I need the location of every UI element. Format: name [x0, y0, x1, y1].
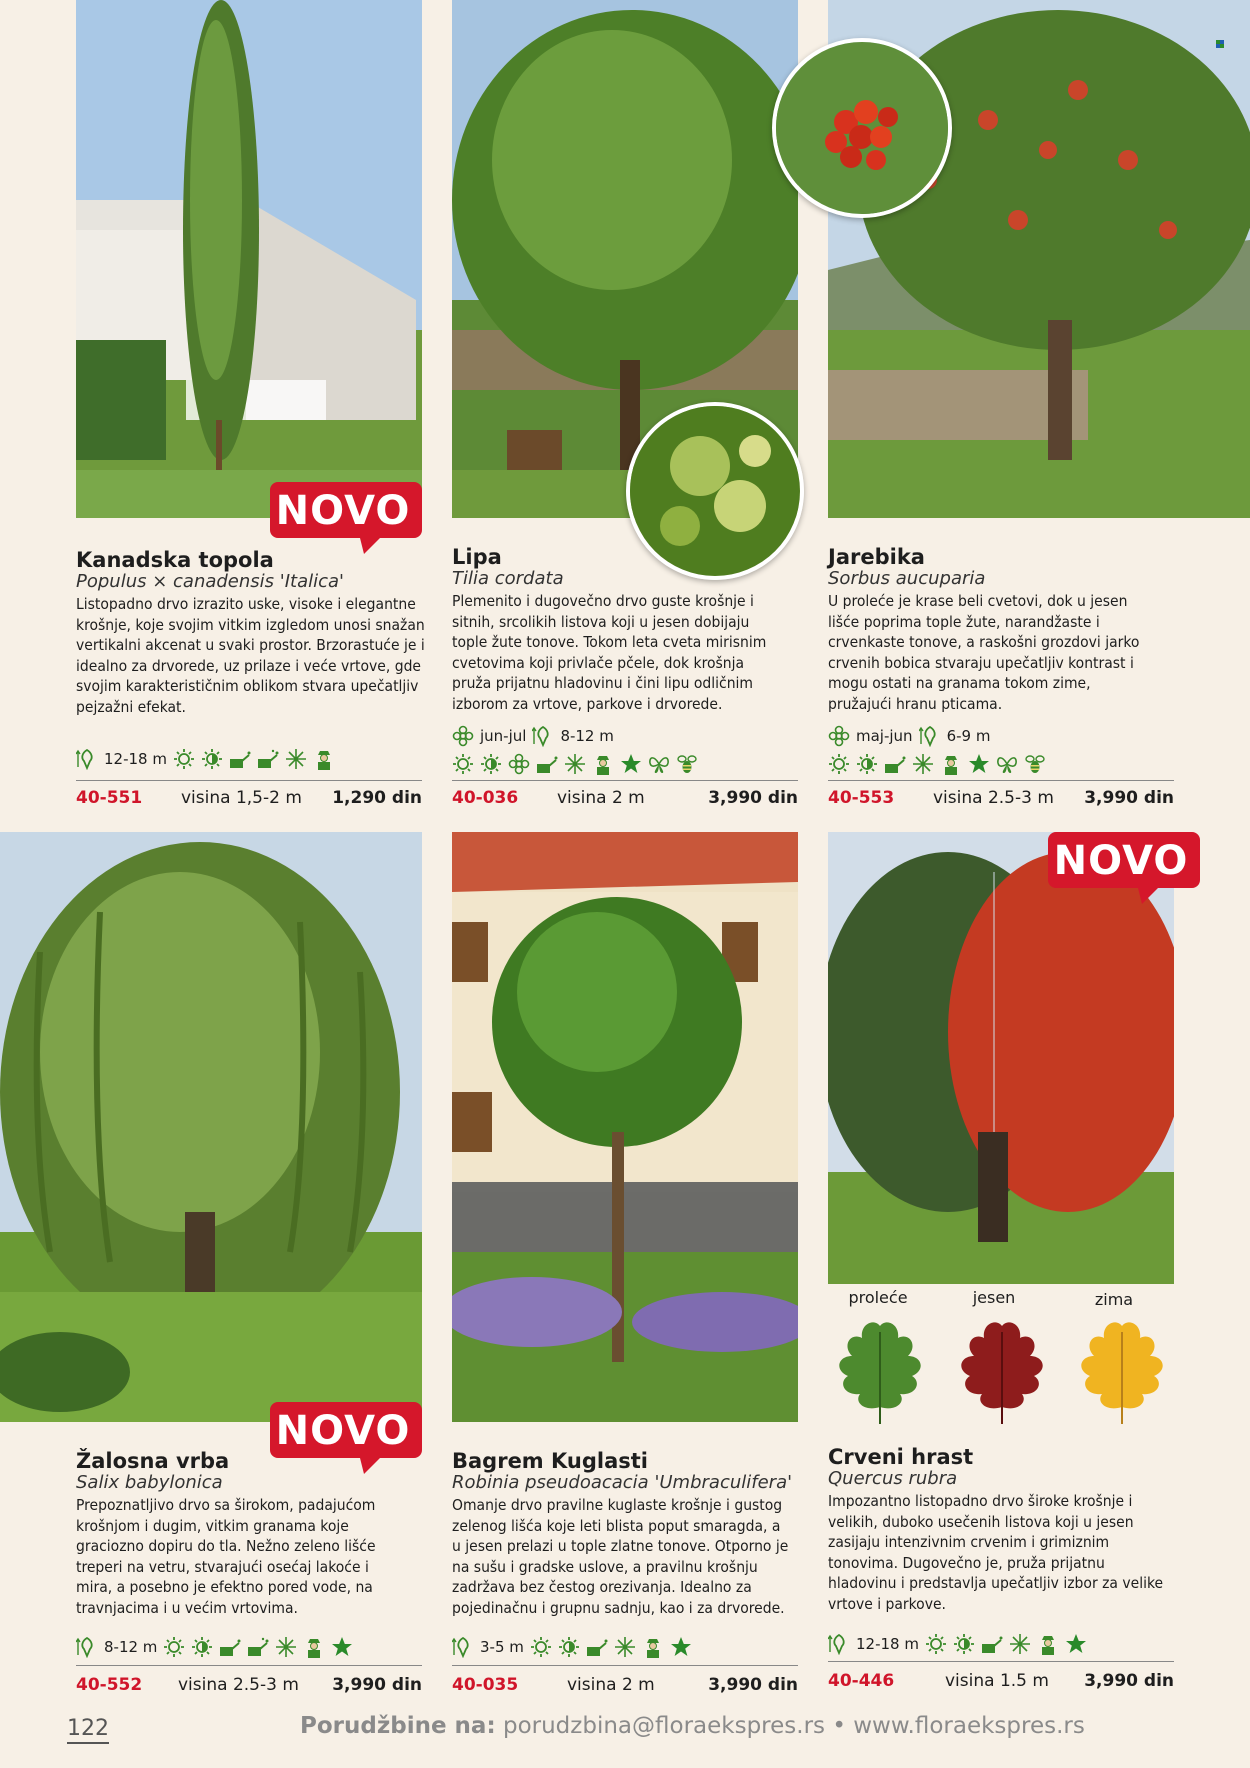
product-latin-name: Quercus rubra — [828, 1468, 958, 1489]
half-shade-icon — [201, 748, 223, 770]
product-description: Omanje drvo pravilne kuglaste krošnje i gustog zelenog lišća koje leti blista poput smaragda, a u jesen prelazi u tople zlatne tonove. Otporno je na sušu i gradske uslove, a pravilnu krošnju zadržava bez čestog orezivanja. Idealno za pojedinačnu i grupnu sadnju, kao i za drvorede. — [452, 1496, 789, 1617]
butterfly-icon — [996, 753, 1018, 775]
bloom-period: maj-jun — [856, 727, 913, 745]
product-price: 3,990 din — [1084, 1671, 1174, 1691]
product-name: Bagrem Kuglasti — [452, 1449, 648, 1473]
product-description: U proleće je krase beli cvetovi, dok u jesen lišće poprima tople žute, narandžaste i crvenkaste tonove, a raskošni grozdovi jarko crvenih bobica stvaraju upečatljiv kontrast i mogu ostati na granama tokom zime, pružajući hranu pticama. — [828, 592, 1140, 713]
butterfly-icon — [648, 753, 670, 775]
care-icons — [452, 1634, 692, 1660]
frost-icon — [285, 748, 307, 770]
berry-inset-jarebika — [772, 38, 952, 218]
product-code: 40-551 — [76, 788, 143, 808]
gardener-icon — [313, 748, 335, 770]
sun-icon — [173, 748, 195, 770]
care-icons — [828, 1631, 1087, 1657]
footer-label: Porudžbine na: — [300, 1713, 496, 1739]
star-icon — [968, 753, 990, 775]
season-label-spring: proleće — [848, 1288, 908, 1307]
price-row — [828, 1671, 1174, 1697]
price-row — [452, 1675, 798, 1701]
bee-icon — [676, 753, 698, 775]
price-row — [76, 1675, 422, 1701]
care-icons — [76, 1634, 353, 1660]
product-name: Crveni hrast — [828, 1445, 974, 1469]
price-row — [76, 788, 422, 814]
watering-can-icon — [229, 748, 251, 770]
bloom-period: jun-jul — [480, 727, 527, 745]
gardener-icon — [303, 1636, 325, 1658]
divider — [76, 1665, 422, 1666]
size-text: 12-18 m — [856, 1635, 919, 1653]
sun-icon — [452, 753, 474, 775]
size-text: 6-9 m — [946, 727, 991, 745]
gardener-icon — [1037, 1633, 1059, 1655]
price-row — [452, 788, 798, 814]
watering-can-icon — [247, 1636, 269, 1658]
watering-can-icon — [981, 1633, 1003, 1655]
height-icon — [76, 748, 98, 770]
product-height: visina 2.5-3 m — [933, 788, 1054, 808]
product-code: 40-446 — [828, 1671, 895, 1691]
novo-label: NOVO — [1053, 838, 1189, 884]
season-label-winter: zima — [1094, 1290, 1134, 1309]
product-photo-vrba — [0, 832, 422, 1422]
corner-logo-icon — [1216, 33, 1224, 41]
height-icon — [76, 1636, 98, 1658]
product-code: 40-035 — [452, 1675, 519, 1695]
product-price: 3,990 din — [708, 788, 798, 808]
footer-website[interactable]: www.floraekspres.rs — [853, 1713, 1085, 1739]
watering-can-icon — [536, 753, 558, 775]
product-code: 40-036 — [452, 788, 519, 808]
product-height: visina 2 m — [567, 1675, 655, 1695]
gardener-icon — [940, 753, 962, 775]
gardener-icon — [642, 1636, 664, 1658]
novo-badge — [268, 478, 424, 558]
product-latin-name: Robinia pseudoacacia 'Umbraculifera' — [452, 1472, 793, 1493]
page-number: 122 — [67, 1716, 109, 1744]
flower-inset-lipa — [626, 402, 804, 580]
product-description: Impozantno listopadno drvo široke krošnje i velikih, duboko usečenih listova koji u jesen zasijaju intenzivnim crvenim i grimiznim tonovima. Dugovečno je, pruža prijatnu hladovinu i predstavlja upečatljiv izbor za velike vrtove i parkove. — [828, 1492, 1164, 1613]
size-text: 8-12 m — [560, 727, 614, 745]
product-price: 3,990 din — [708, 1675, 798, 1695]
half-shade-icon — [480, 753, 502, 775]
watering-can-icon — [586, 1636, 608, 1658]
product-price: 3,990 din — [1084, 788, 1174, 808]
product-photo-topola — [76, 0, 422, 518]
footer-email[interactable]: porudzbina@floraekspres.rs — [502, 1713, 826, 1739]
product-description: Listopadno drvo izrazito uske, visoke i elegantne krošnje, koje svojim vitkim izgledom unosi snažan vertikalni akcenat u svaki prostor. Brzorastuće je i idealno za drvorede, uz prilaze i veće vrtove, gde svojim karakterističnim oblikom stvara upečatljiv pejzažni efekat. — [76, 595, 425, 716]
divider — [76, 780, 422, 781]
bloom-row — [828, 723, 990, 749]
sun-icon — [925, 1633, 947, 1655]
season-label-autumn: jesen — [972, 1288, 1016, 1307]
footer-separator: • — [832, 1713, 846, 1739]
half-shade-icon — [953, 1633, 975, 1655]
oak-leaf-winter-icon — [1076, 1312, 1168, 1432]
novo-label: NOVO — [275, 488, 411, 534]
size-text: 3-5 m — [480, 1638, 524, 1656]
star-icon — [1065, 1633, 1087, 1655]
star-icon — [670, 1636, 692, 1658]
sun-icon — [530, 1636, 552, 1658]
height-icon — [452, 1636, 474, 1658]
care-icons — [452, 751, 698, 777]
novo-label: NOVO — [275, 1408, 411, 1454]
product-latin-name: Sorbus aucuparia — [828, 568, 986, 589]
oak-leaf-spring-icon — [834, 1312, 926, 1432]
frost-icon — [614, 1636, 636, 1658]
blossom-icon — [828, 725, 850, 747]
divider — [452, 1665, 798, 1666]
size-text: 12-18 m — [104, 750, 167, 768]
divider — [452, 780, 798, 781]
product-description: Plemenito i dugovečno drvo guste krošnje i sitnih, srcolikih listova koji u jesen dobijaju tople žute tonove. Tokom leta cveta mirisnim cvetovima koji privlače pčele, dok krošnja pruža prijatnu hladovinu i čini lipu odličnim izborom za vrtove, parkove i drvorede. — [452, 592, 767, 713]
product-name: Kanadska topola — [76, 548, 274, 572]
gardener-icon — [592, 753, 614, 775]
product-price: 3,990 din — [332, 1675, 422, 1695]
product-code: 40-553 — [828, 788, 895, 808]
product-latin-name: Populus × canadensis 'Italica' — [76, 571, 344, 592]
oak-leaf-autumn-icon — [956, 1312, 1048, 1432]
care-icons — [828, 751, 1046, 777]
watering-can-icon — [219, 1636, 241, 1658]
frost-icon — [275, 1636, 297, 1658]
product-code: 40-552 — [76, 1675, 143, 1695]
size-text: 8-12 m — [104, 1638, 158, 1656]
product-height: visina 1,5-2 m — [181, 788, 302, 808]
divider — [828, 1661, 1174, 1662]
product-height: visina 2.5-3 m — [178, 1675, 299, 1695]
product-name: Jarebika — [828, 545, 925, 569]
bloom-row — [452, 723, 614, 749]
product-latin-name: Tilia cordata — [452, 568, 564, 589]
frost-icon — [1009, 1633, 1031, 1655]
care-icons — [76, 746, 335, 772]
height-icon — [919, 725, 941, 747]
frost-icon — [564, 753, 586, 775]
half-shade-icon — [856, 753, 878, 775]
product-description: Prepoznatljivo drvo sa širokom, padajućom krošnjom i dugim, vitkim granama koje graciozno dopiru do tla. Nežno zeleno lišće treperi na vetru, stvarajući osećaj lakoće i mira, a posebno je efektno pored vode, na travnjacima i u većim vrtovima. — [76, 1496, 376, 1617]
bee-icon — [1024, 753, 1046, 775]
watering-can-icon — [257, 748, 279, 770]
height-icon — [828, 1633, 850, 1655]
product-height: visina 2 m — [557, 788, 645, 808]
product-latin-name: Salix babylonica — [76, 1472, 223, 1493]
half-shade-icon — [191, 1636, 213, 1658]
star-icon — [620, 753, 642, 775]
novo-badge — [268, 1398, 424, 1478]
product-price: 1,290 din — [332, 788, 422, 808]
product-height: visina 1.5 m — [945, 1671, 1049, 1691]
order-footer — [300, 1713, 1085, 1739]
sun-icon — [163, 1636, 185, 1658]
height-icon — [532, 725, 554, 747]
star-icon — [331, 1636, 353, 1658]
sun-icon — [828, 753, 850, 775]
watering-can-icon — [884, 753, 906, 775]
blossom-icon — [452, 725, 474, 747]
half-shade-icon — [558, 1636, 580, 1658]
divider — [828, 780, 1174, 781]
product-photo-bagrem — [452, 832, 798, 1422]
product-name: Žalosna vrba — [76, 1449, 230, 1473]
novo-badge — [1046, 828, 1202, 908]
frost-icon — [912, 753, 934, 775]
price-row — [828, 788, 1174, 814]
product-name: Lipa — [452, 545, 502, 569]
blossom-icon — [508, 753, 530, 775]
